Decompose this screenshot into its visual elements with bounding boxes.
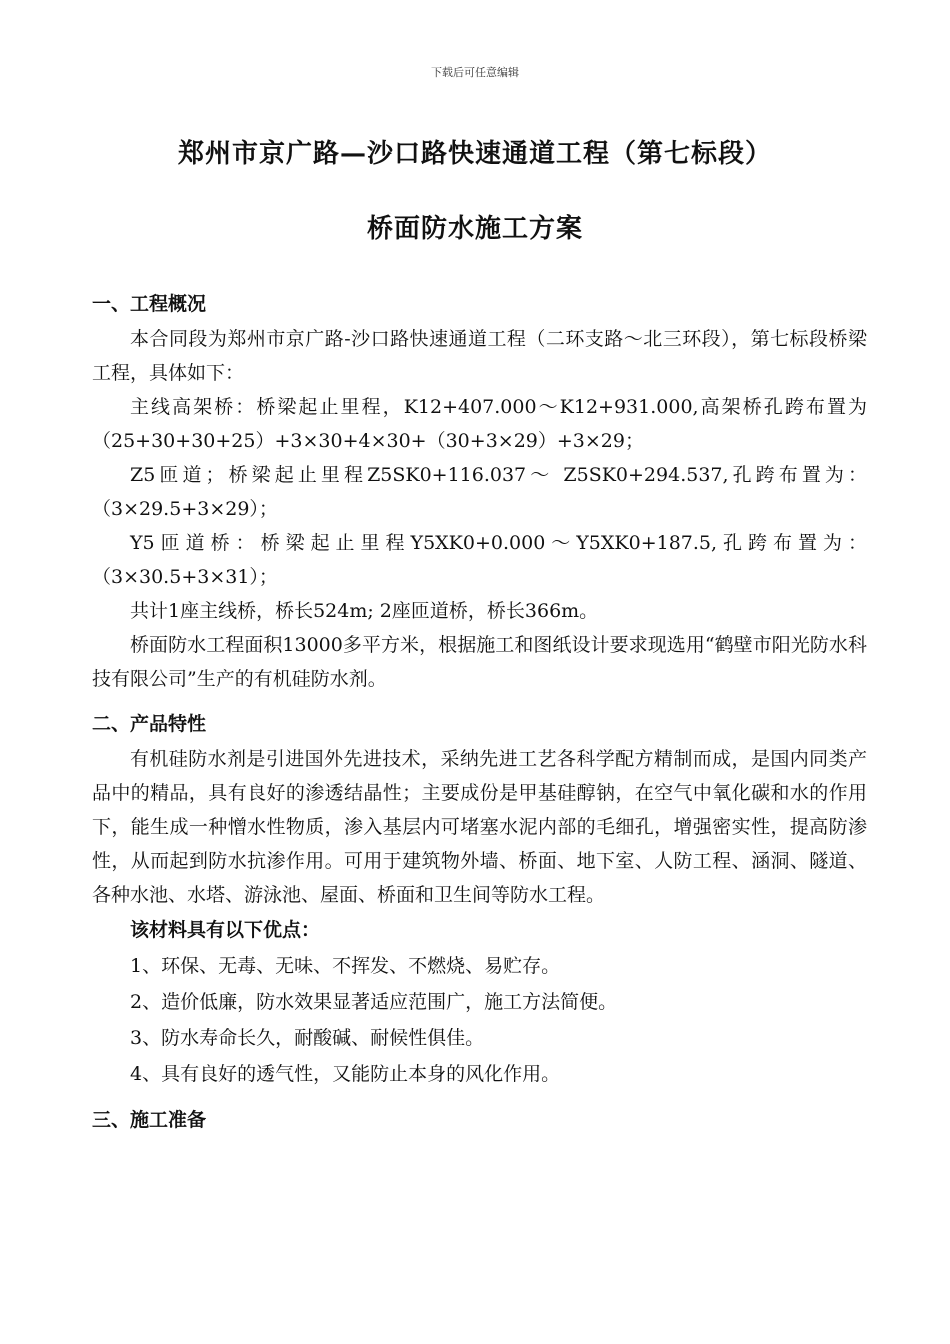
advantage-item: 4、具有良好的透气性，又能防止本身的风化作用。: [130, 1063, 561, 1085]
header-note: 下载后可任意编辑: [431, 66, 519, 79]
overview-paragraph: 桥面防水工程面积13000多平方米，根据施工和图纸设计要求现选用“鹤壁市阳光防水科技有限公司”生产的有机硅防水剂。: [92, 634, 867, 690]
overview-paragraph: 主线高架桥：桥梁起止里程，K12+407.000～K12+931.000,高架桥孔跨布置为（25+30+30+25）+3×30+4×30+（30+3×29）+3×29；: [92, 396, 867, 452]
section-heading-construction-preparation: 三、施工准备: [92, 1109, 207, 1131]
overview-paragraph: 共计1座主线桥，桥长524m; 2座匝道桥，桥长366m。: [130, 600, 599, 622]
advantage-item: 1、环保、无毒、无味、不挥发、不燃烧、易贮存。: [130, 955, 561, 977]
advantage-item: 2、造价低廉，防水效果显著适应范围广，施工方法简便。: [130, 991, 618, 1013]
section-heading-overview: 一、工程概况: [92, 293, 207, 315]
document-subtitle: 桥面防水施工方案: [366, 214, 583, 244]
product-features-paragraph: 有机硅防水剂是引进国外先进技术，采纳先进工艺各科学配方精制而成，是国内同类产品中的精品，具有良好的渗透结晶性；主要成份是甲基硅醇钠，在空气中氧化碳和水的作用下，能生成一种憎水性物质，渗入基层内可堵塞水泥内部的毛细孔，增强密实性，提高防渗性，从而起到防水抗渗作用。可用于建筑物外墙、桥面、地下室、人防工程、涵洞、隧道、各种水池、水塔、游泳池、屋面、桥面和卫生间等防水工程。: [92, 748, 867, 906]
section-heading-product-features: 二、产品特性: [92, 713, 207, 735]
document-body: [92, 286, 867, 1138]
overview-paragraph: Z5匝道；桥梁起止里程Z5SK0+116.037～ Z5SK0+294.537,孔跨布置为：（3×29.5+3×29）；: [92, 464, 867, 520]
advantage-item: 3、防水寿命长久，耐酸碱、耐候性俱佳。: [130, 1027, 485, 1049]
overview-paragraph: Y5匝道桥：桥梁起止里程Y5XK0+0.000～Y5XK0+187.5,孔跨布置为：（3×30.5+3×31）；: [92, 532, 867, 588]
advantages-heading: 该材料具有以下优点：: [130, 919, 321, 941]
document-title: 郑州市京广路—沙口路快速通道工程（第七标段）: [177, 139, 772, 169]
overview-paragraph: 本合同段为郑州市京广路-沙口路快速通道工程（二环支路～北三环段），第七标段桥梁工程，具体如下：: [92, 328, 867, 384]
